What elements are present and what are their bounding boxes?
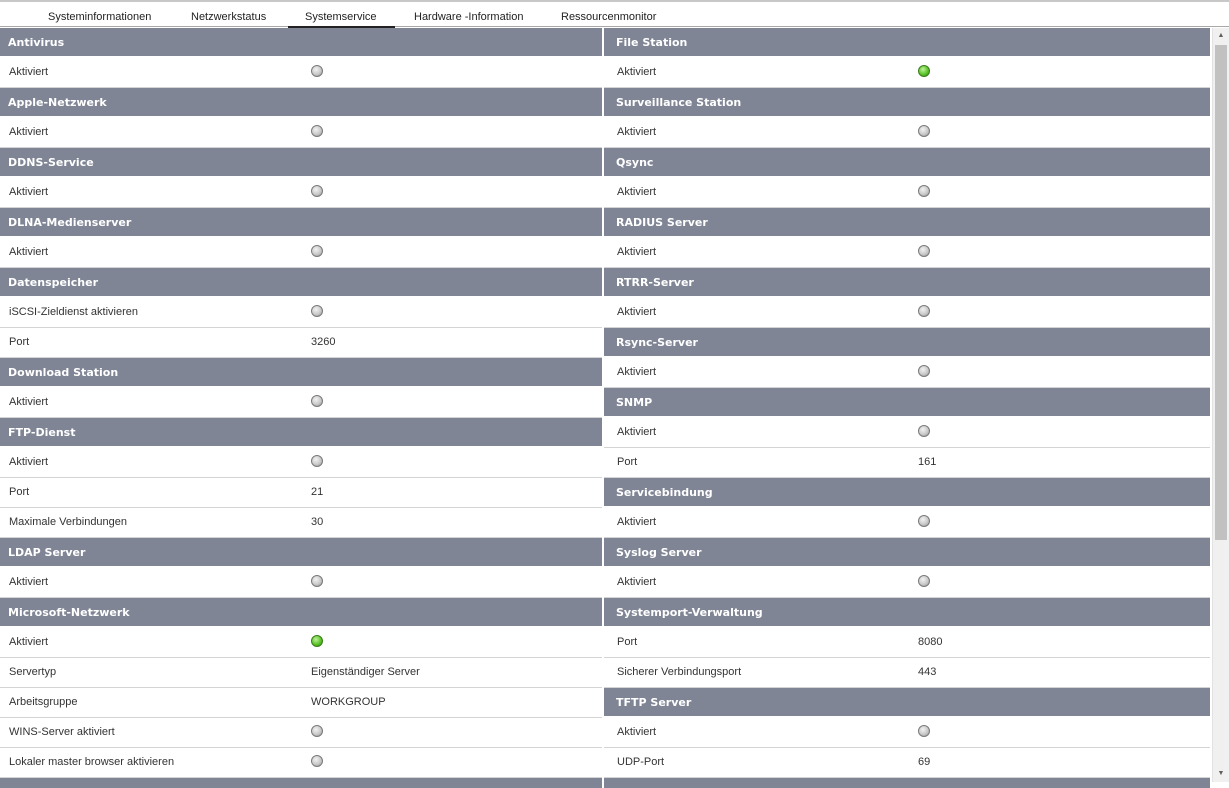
row-label: Aktiviert (617, 366, 657, 378)
service-row (0, 718, 602, 748)
service-row (604, 418, 1210, 448)
service-row (0, 328, 602, 358)
row-label: Maximale Verbindungen (9, 516, 128, 528)
service-row (604, 118, 1210, 148)
service-row (0, 388, 602, 418)
row-label: Aktiviert (617, 516, 657, 528)
service-row (604, 238, 1210, 268)
row-label: Aktiviert (617, 186, 657, 198)
section-header-rtrr-server: RTRR-Server (604, 268, 1210, 298)
section-header-ftp-dienst: FTP-Dienst (0, 418, 602, 448)
service-row (604, 448, 1210, 478)
section-header-ddns-service: DDNS-Service (0, 148, 602, 178)
status-disabled-icon (311, 185, 323, 197)
row-value: 3260 (311, 336, 336, 348)
row-label: Aktiviert (9, 126, 49, 138)
status-disabled-icon (311, 245, 323, 257)
section-header-tftp-server: TFTP Server (604, 688, 1210, 718)
status-disabled-icon (311, 65, 323, 77)
service-column-right (604, 28, 1210, 788)
tab-systeminformationen[interactable]: Systeminformationen (48, 11, 152, 23)
status-disabled-icon (311, 575, 323, 587)
service-row (604, 358, 1210, 388)
status-disabled-icon (311, 395, 323, 407)
status-disabled-icon (311, 755, 323, 767)
row-label: Aktiviert (9, 396, 49, 408)
row-label: Lokaler master browser aktivieren (9, 756, 175, 768)
service-row (604, 718, 1210, 748)
status-disabled-icon (918, 425, 930, 437)
section-header-antivirus: Antivirus (0, 28, 602, 58)
service-row (0, 298, 602, 328)
status-disabled-icon (918, 515, 930, 527)
row-label: Aktiviert (617, 576, 657, 588)
tab-systemservice[interactable]: Systemservice (288, 10, 395, 28)
service-row (604, 658, 1210, 688)
section-header-dlna-medienserver: DLNA-Medienserver (0, 208, 602, 238)
status-disabled-icon (918, 305, 930, 317)
section-header-rsync-server: Rsync-Server (604, 328, 1210, 358)
section-header-surveillance-station: Surveillance Station (604, 88, 1210, 118)
section-header-file-station: File Station (604, 28, 1210, 58)
section-header-servicebindung: Servicebindung (604, 478, 1210, 508)
row-label: Aktiviert (617, 726, 657, 738)
status-disabled-icon (918, 725, 930, 737)
status-enabled-icon (311, 635, 323, 647)
section-header-systemport-verwaltung: Systemport-Verwaltung (604, 598, 1210, 628)
row-value: 30 (311, 516, 324, 528)
service-row (0, 568, 602, 598)
row-label: Port (617, 636, 638, 648)
row-label: Arbeitsgruppe (9, 696, 78, 708)
service-row (604, 628, 1210, 658)
service-row (0, 238, 602, 268)
row-label: Aktiviert (617, 426, 657, 438)
row-value: 443 (918, 666, 937, 678)
status-disabled-icon (311, 125, 323, 137)
tab-bar (0, 0, 1229, 27)
row-label: Aktiviert (9, 66, 49, 78)
status-enabled-icon (918, 65, 930, 77)
row-label: UDP-Port (617, 756, 665, 768)
status-disabled-icon (918, 245, 930, 257)
section-header-syslog-server: Syslog Server (604, 538, 1210, 568)
service-row (0, 628, 602, 658)
row-label: Aktiviert (617, 126, 657, 138)
service-row (604, 568, 1210, 598)
tab-netzwerkstatus[interactable]: Netzwerkstatus (191, 11, 267, 23)
row-value: 21 (311, 486, 324, 498)
row-value: 161 (918, 456, 937, 468)
section-header-microsoft-netzwerk: Microsoft-Netzwerk (0, 598, 602, 628)
row-value: 8080 (918, 636, 943, 648)
row-value: WORKGROUP (311, 696, 386, 708)
service-row (604, 178, 1210, 208)
status-disabled-icon (311, 725, 323, 737)
row-label: Aktiviert (9, 636, 49, 648)
service-row (604, 508, 1210, 538)
row-label: iSCSI-Zieldienst aktivieren (9, 306, 138, 318)
service-row (0, 658, 602, 688)
section-header-download-station: Download Station (0, 358, 602, 388)
row-label: Port (9, 336, 30, 348)
section-header-datenspeicher: Datenspeicher (0, 268, 602, 298)
row-label: Port (9, 486, 30, 498)
row-label: Aktiviert (9, 186, 49, 198)
service-row (0, 58, 602, 88)
service-row (0, 448, 602, 478)
row-label: Aktiviert (9, 456, 49, 468)
section-header-more (0, 778, 602, 788)
tab-ressourcenmonitor[interactable]: Ressourcenmonitor (561, 11, 657, 23)
row-label: Sicherer Verbindungsport (617, 666, 742, 678)
status-disabled-icon (311, 455, 323, 467)
tab-hardware-information[interactable]: Hardware -Information (414, 11, 524, 23)
status-disabled-icon (918, 125, 930, 137)
row-value: 69 (918, 756, 931, 768)
section-header-ldap-server: LDAP Server (0, 538, 602, 568)
section-header-radius-server: RADIUS Server (604, 208, 1210, 238)
service-row (604, 58, 1210, 88)
scroll-up-arrow-icon[interactable]: ▲ (1217, 32, 1225, 39)
scroll-down-arrow-icon[interactable]: ▼ (1217, 770, 1225, 777)
section-header-qsync: Qsync (604, 148, 1210, 178)
service-row (0, 118, 602, 148)
service-column-left (0, 28, 602, 788)
service-row (0, 748, 602, 778)
service-row (604, 298, 1210, 328)
service-row (0, 178, 602, 208)
service-row (604, 748, 1210, 778)
service-row (0, 478, 602, 508)
row-value: Eigenständiger Server (311, 666, 420, 678)
section-header-snmp: SNMP (604, 388, 1210, 418)
scrollbar-thumb[interactable] (1215, 45, 1227, 540)
row-label: Aktiviert (617, 246, 657, 258)
row-label: Servertyp (9, 666, 57, 678)
status-disabled-icon (311, 305, 323, 317)
section-header-more (604, 778, 1210, 788)
row-label: Aktiviert (9, 246, 49, 258)
row-label: Aktiviert (617, 66, 657, 78)
row-label: Port (617, 456, 638, 468)
service-row (0, 688, 602, 718)
vertical-scrollbar[interactable] (1212, 28, 1229, 782)
row-label: Aktiviert (9, 576, 49, 588)
row-label: Aktiviert (617, 306, 657, 318)
status-disabled-icon (918, 185, 930, 197)
row-label: WINS-Server aktiviert (9, 726, 115, 738)
status-disabled-icon (918, 575, 930, 587)
service-row (0, 508, 602, 538)
status-disabled-icon (918, 365, 930, 377)
section-header-apple-netzwerk: Apple-Netzwerk (0, 88, 602, 118)
